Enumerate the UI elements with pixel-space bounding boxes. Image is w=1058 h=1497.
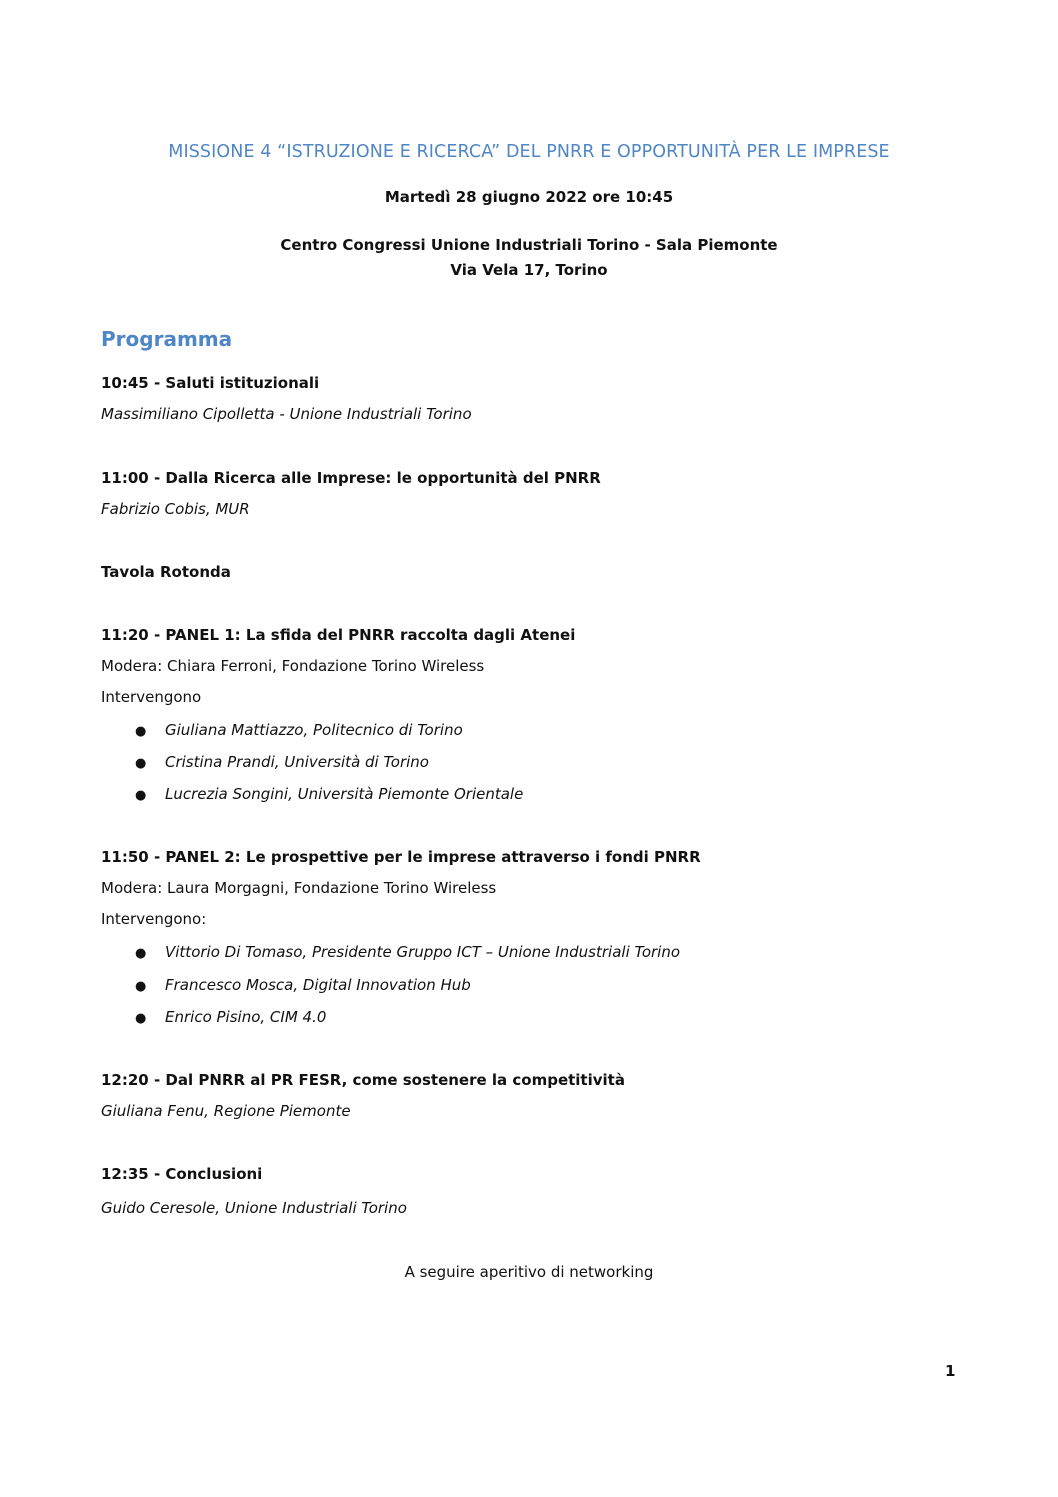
venue-line-1: Centro Congressi Unione Industriali Torino - Sala Piemonte bbox=[280, 236, 778, 254]
panel-1-moderator: Modera: Chiara Ferroni, Fondazione Torino Wireless bbox=[101, 657, 485, 675]
list-item bbox=[101, 721, 463, 739]
list-item bbox=[101, 976, 471, 994]
bullet-icon: ● bbox=[135, 756, 147, 771]
bullet-icon: ● bbox=[135, 724, 147, 739]
session-4-title: 12:35 - Conclusioni bbox=[101, 1165, 263, 1183]
page-number: 1 bbox=[945, 1362, 956, 1380]
session-1-title: 10:45 - Saluti istituzionali bbox=[101, 374, 320, 392]
panel-1-intro: Intervengono bbox=[101, 688, 202, 706]
session-4-speaker: Guido Ceresole, Unione Industriali Torino bbox=[101, 1199, 407, 1217]
closing-note: A seguire aperitivo di networking bbox=[404, 1263, 654, 1281]
list-item bbox=[101, 1008, 326, 1026]
session-3-speaker: Giuliana Fenu, Regione Piemonte bbox=[101, 1102, 351, 1120]
panel-2-speaker-3: Enrico Pisino, CIM 4.0 bbox=[165, 1008, 327, 1026]
panel-2-moderator: Modera: Laura Morgagni, Fondazione Torino Wireless bbox=[101, 879, 497, 897]
panel-2-speaker-1: Vittorio Di Tomaso, Presidente Gruppo ICT – Unione Industriali Torino bbox=[165, 943, 681, 961]
panel-2-speaker-2: Francesco Mosca, Digital Innovation Hub bbox=[165, 976, 471, 994]
list-item bbox=[101, 943, 680, 961]
round-table-label: Tavola Rotonda bbox=[101, 563, 231, 581]
session-2-title: 11:00 - Dalla Ricerca alle Imprese: le opportunità del PNRR bbox=[101, 469, 601, 487]
panel-2-title: 11:50 - PANEL 2: Le prospettive per le imprese attraverso i fondi PNRR bbox=[101, 848, 701, 866]
bullet-icon: ● bbox=[135, 946, 147, 961]
panel-2-intro: Intervengono: bbox=[101, 910, 207, 928]
session-2-speaker: Fabrizio Cobis, MUR bbox=[101, 500, 250, 518]
session-3-title: 12:20 - Dal PNRR al PR FESR, come sostenere la competitività bbox=[101, 1071, 625, 1089]
program-heading: Programma bbox=[101, 327, 233, 351]
list-item bbox=[101, 785, 523, 803]
panel-1-title: 11:20 - PANEL 1: La sfida del PNRR raccolta dagli Atenei bbox=[101, 626, 576, 644]
event-date: Martedì 28 giugno 2022 ore 10:45 bbox=[384, 188, 674, 206]
venue-line-2: Via Vela 17, Torino bbox=[450, 261, 608, 279]
panel-1-speaker-2: Cristina Prandi, Università di Torino bbox=[165, 753, 429, 771]
bullet-icon: ● bbox=[135, 788, 147, 803]
list-item bbox=[101, 753, 429, 771]
panel-1-speaker-3: Lucrezia Songini, Università Piemonte Orientale bbox=[165, 785, 524, 803]
bullet-icon: ● bbox=[135, 979, 147, 994]
event-title: MISSIONE 4 “ISTRUZIONE E RICERCA” DEL PNRR E OPPORTUNITÀ PER LE IMPRESE bbox=[168, 142, 890, 162]
event-venue bbox=[0, 233, 1058, 283]
panel-1-speaker-1: Giuliana Mattiazzo, Politecnico di Torino bbox=[165, 721, 463, 739]
session-1-speaker: Massimiliano Cipolletta - Unione Industriali Torino bbox=[101, 405, 472, 423]
bullet-icon: ● bbox=[135, 1011, 147, 1026]
